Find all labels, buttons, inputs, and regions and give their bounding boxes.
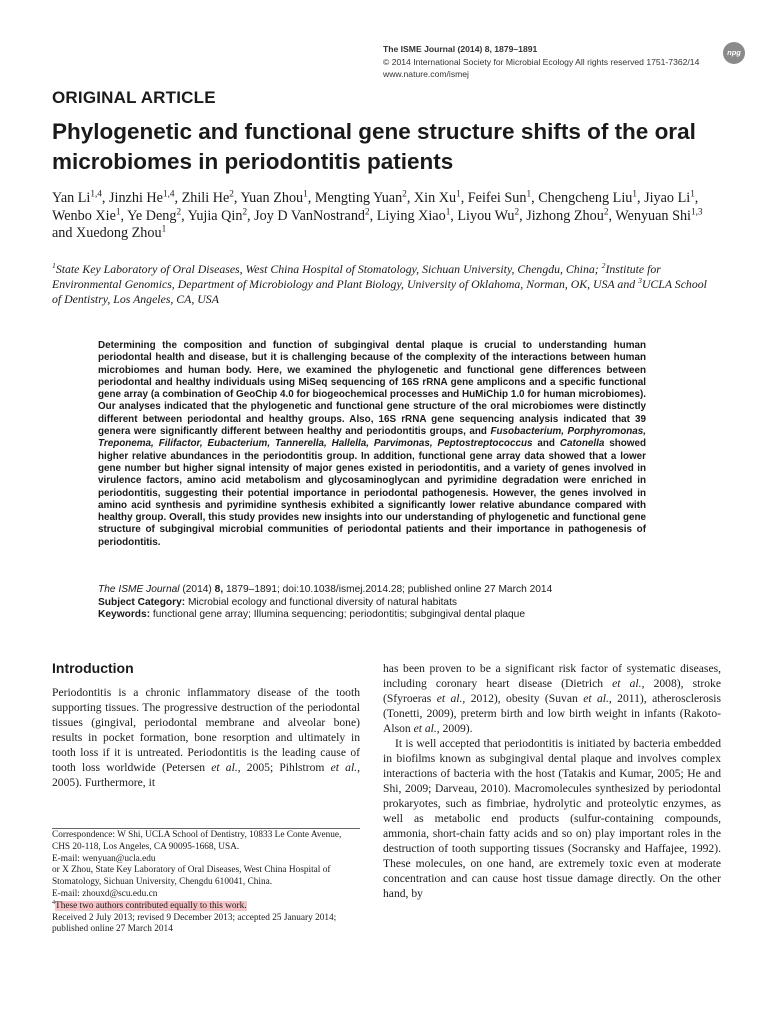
author-name: Chengcheng Liu xyxy=(538,190,633,206)
author-affiliation-mark: 2 xyxy=(176,205,182,216)
author-affiliation-mark: 2 xyxy=(603,205,609,216)
author-name: Xin Xu xyxy=(413,190,457,206)
author-affiliation-mark: 2 xyxy=(229,188,234,199)
author-name: Jinzhi He xyxy=(109,190,163,206)
affiliation-mark: 2 xyxy=(601,261,606,271)
history-dates: Received 2 July 2013; revised 9 December 2013; accepted 25 January 2014; published online 27 March 2014 xyxy=(52,912,337,935)
intro-right-text-d: , 2011), atherosclerosis (Tonetti, 2009), preterm birth and low birth weight in infants (Rakoto-Alson xyxy=(383,692,721,735)
affiliation-mark: 1 xyxy=(52,261,56,271)
intro-left-text-b: , 2005; Pihlstrom xyxy=(237,761,331,774)
et-al: et al. xyxy=(413,722,437,735)
affiliation-text: State Key Laboratory of Oral Diseases, West China Hospital of Stomatology, Sichuan University, Chengdu, China; xyxy=(55,262,602,276)
email-1[interactable]: E-mail: wenyuan@ucla.edu xyxy=(52,853,156,864)
intro-right-text-c: , 2012), obesity (Suvan xyxy=(462,692,584,705)
keywords-label: Keywords: xyxy=(98,609,151,621)
author-name: Wenyuan Shi xyxy=(615,207,691,224)
abstract-genera-list: Fusobacterium, Porphyromonas, Treponema, Filifactor, Eubacterium, Tannerella, Hallella, Parvimonas, Peptostreptococcus xyxy=(98,426,646,450)
journal-header xyxy=(383,43,713,81)
keywords xyxy=(98,609,658,622)
author-affiliation-mark: 2 xyxy=(514,205,520,216)
intro-left-text-a: Periodontitis is a chronic inflammatory disease of the tooth supporting tissues. The progressive destruction of the periodontal tissues (gingival, periodontal membrane and alveolar bone) results in pocket formation, bone resorption and ultimately in tooth loss if it is untreated. Periodontitis is the leading cause of tooth loss worldwide (Petersen xyxy=(52,686,360,774)
intro-right-column xyxy=(383,661,721,901)
correspondence-2: or X Zhou, State Key Laboratory of Oral Diseases, West China Hospital of Stomatology, Sichuan University, Chengdu 610041, China. xyxy=(52,865,331,888)
intro-right-paragraph-2: It is well accepted that periodontitis is initiated by bacteria embedded in biofilms known as subgingival dental plaque and involves complex interactions of bacteria with the host (Tatakis and Kumar, 2005; He and Shi, 2009; Darveau, 2010). Macromolecules synthesized by periodontal prokaryotes, such as fimbriae, hydrolytic and proteolytic enzymes, as well as metabolic end products (sulfur-containing compounds, ammonia, short-chain fatty acids and so on) play important roles in the destruction of tooth supporting tissues (Socransky and Haffajee, 1992). These molecules, on one hand, are extremely toxic even at moderate concentration and can cause host tissue damage directly. On the other hand, by xyxy=(383,737,721,900)
citation-doi[interactable]: 1879–1891; doi:10.1038/ismej.2014.28; published online 27 March 2014 xyxy=(223,584,553,595)
equal-contribution-mark: 4 xyxy=(52,899,56,906)
subject-category-label: Subject Category: xyxy=(98,596,186,608)
author-name: Jiyao Li xyxy=(644,190,691,206)
copyright-line: © 2014 International Society for Microbial Ecology All rights reserved 1751-7362/14 xyxy=(383,56,700,67)
citation-year: (2014) xyxy=(179,584,215,595)
abstract-text-part-2: showed higher relative abundances in the periodontitis group. In addition, functional gene array data showed that a lower gene number but higher signal intensity of major genes existed in periodontitis, and a variety of genes involved in virulence factors, amino acid metabolism and glycosaminoglycan and pyrimidine degradation were enriched in periodontitis, suggesting their potential importance in periodontal pathogenesis. However, the genes involved in amino acid synthesis and pyrimidine synthesis exhibited a significantly lower relative abundance compared with healthy group. Overall, this study provides new insights into our understanding of phylogenetic and functional gene structure of subgingival microbial communities of periodontal patients and their importance in pathogenesis of periodontitis. xyxy=(98,438,647,548)
author-affiliation-mark: 2 xyxy=(365,205,370,216)
author-name: Liyou Wu xyxy=(457,207,515,224)
citation-journal: The ISME Journal xyxy=(98,584,180,595)
npg-logo: npg xyxy=(723,42,745,64)
introduction-heading: Introduction xyxy=(52,660,134,676)
author-affiliation-mark: 1,3 xyxy=(691,205,703,216)
author-name: Wenbo Xie xyxy=(52,207,116,224)
article-title: Phylogenetic and functional gene structure shifts of the oral microbiomes in periodontitis patients xyxy=(52,119,696,174)
author-name: Zhili He xyxy=(181,190,230,206)
intro-right-text-a: has been proven to be a significant risk factor of systematic diseases, including coronary heart disease (Dietrich xyxy=(383,662,721,690)
correspondence-1: Correspondence: W Shi, UCLA School of Dentistry, 10833 Le Conte Avenue, CHS 20-118, Los Angeles, CA 90095-1668, USA. xyxy=(52,830,342,852)
journal-url[interactable]: www.nature.com/ismej xyxy=(383,69,469,79)
abstract-text-part-1: Determining the composition and function of subgingival dental plaque is crucial to understanding human periodontal health and disease, but it is challenging because of the complexity of the interactions between human microbiomes and human body. Here, we examined the phylogenetic and functional gene differences between periodontal and healthy individuals using MiSeq sequencing of 16S rRNA gene amplicons and a specific functional gene array (a combination of GeoChip 4.0 for biogeochemical processes and HuMiChip 1.0 for human microbiomes). Our analyses indicated that the phylogenetic and functional gene structure of the oral microbiomes were distinctly different between periodontal and healthy groups. Also, 16S rRNA gene sequencing analysis indicated that 39 genera were significantly different between healthy and periodontitis groups, and xyxy=(98,340,646,438)
affiliation-text: UCLA School of Dentistry, Los Angeles, CA, USA xyxy=(52,277,707,306)
abstract-and: and xyxy=(532,438,560,450)
et-al: et al. xyxy=(436,692,463,705)
author-affiliation-mark: 2 xyxy=(242,205,248,216)
journal-citation-line: The ISME Journal (2014) 8, 1879–1891 xyxy=(383,44,538,54)
author-affiliation-mark: 1 xyxy=(456,188,461,199)
intro-right-paragraph-1 xyxy=(383,661,721,736)
subject-category-value: Microbial ecology and functional diversity of natural habitats xyxy=(185,596,458,608)
citation-line xyxy=(98,584,658,597)
author-list: Yan Li$^{1,4}$, Jinzhi He$^{1,4}$, Zhili He$^2$, Yuan Zhou$^1$, Mengting Yuan$^2$, Xin Xu$^1$, Feifei Sun$^1$, Chengcheng Liu$^1$, Jiyao Li$^1$, Wenbo Xie$^1$, Ye Deng$^2$, Yujia Qin$^2$, Joy D VanNostrand$^2$, Liying Xiao$^1$, Liyou Wu$^2$, Jizhong Zhou$^2$, Wenyuan Shi$^{1,3}$ and Xuedong Zhou$^1$ xyxy=(52,188,703,241)
email-2[interactable]: E-mail: zhouxd@scu.edu.cn xyxy=(52,888,158,899)
keywords-value: functional gene array; Illumina sequencing; periodontitis; subgingival dental plaque xyxy=(150,609,526,621)
intro-right-text-e: , 2009). xyxy=(436,722,473,735)
affiliations xyxy=(52,262,717,307)
author-affiliation-mark: 1 xyxy=(161,223,167,234)
abstract xyxy=(98,340,646,549)
subject-category xyxy=(98,597,658,610)
author-name: Mengting Yuan xyxy=(314,190,403,206)
et-al: et al. xyxy=(612,677,642,690)
author-affiliation-mark: 1 xyxy=(115,205,121,216)
equal-contribution-note xyxy=(52,901,360,913)
footnotes xyxy=(52,828,360,936)
citation-volume: 8, xyxy=(214,584,224,595)
author-affiliation-mark: 1,4 xyxy=(90,188,102,199)
affiliation-text: Institute for Environmental Genomics, Department of Microbiology and Plant Biology, University of Oklahoma, Norman, OK, USA and xyxy=(52,262,661,291)
et-al: et al. xyxy=(583,692,609,705)
author-affiliation-mark: 1 xyxy=(526,188,532,199)
author-name: Yan Li xyxy=(52,190,91,206)
author-affiliation-mark: 1,4 xyxy=(162,188,175,199)
affiliation-mark: 3 xyxy=(638,276,642,286)
author-affiliation-mark: 1 xyxy=(690,188,695,199)
author-affiliation-mark: 2 xyxy=(402,188,407,199)
abstract-last-genus: Catonella xyxy=(559,438,605,450)
highlighted-note: These two authors contributed equally to this work. xyxy=(55,900,247,911)
author-name: Jizhong Zhou xyxy=(526,207,604,224)
citation-block xyxy=(98,584,658,622)
author-name: Xuedong Zhou xyxy=(76,225,162,241)
author-name: Liying Xiao xyxy=(376,207,446,224)
et-al: et al. xyxy=(211,761,238,774)
intro-left-text-c: , 2005). Furthermore, it xyxy=(52,761,360,789)
author-name: Yuan Zhou xyxy=(240,190,304,206)
author-affiliation-mark: 1 xyxy=(445,205,451,216)
author-name: Feifei Sun xyxy=(467,190,527,206)
et-al: et al. xyxy=(330,761,358,774)
author-affiliation-mark: 1 xyxy=(632,188,637,199)
author-name: Joy D VanNostrand xyxy=(254,207,366,224)
author-name: Yujia Qin xyxy=(187,207,243,224)
author-affiliation-mark: 1 xyxy=(303,188,308,199)
intro-left-column xyxy=(52,685,360,790)
article-type-label: ORIGINAL ARTICLE xyxy=(52,88,216,107)
author-name: Ye Deng xyxy=(127,207,177,224)
intro-right-text-b: , 2008), stroke (Sfyroeras xyxy=(383,677,721,705)
